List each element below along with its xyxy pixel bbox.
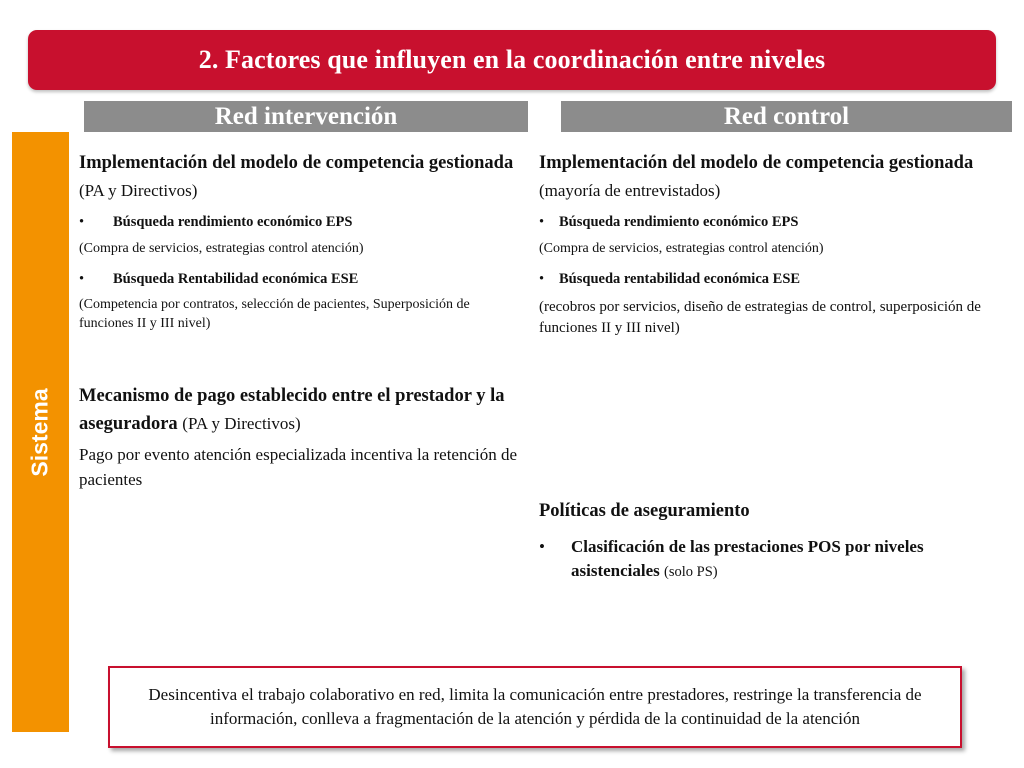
bullet-dot: • — [79, 214, 85, 230]
column-header-intervencion: Red intervención — [84, 101, 528, 132]
right-section2-source: (solo PS) — [664, 564, 718, 580]
left-bullet-2-text: Búsqueda Rentabilidad económica ESE — [113, 271, 359, 287]
right-bullet-1 — [539, 213, 999, 232]
right-section1-title: Implementación del modelo de competencia gestionada — [539, 153, 974, 173]
left-section2-text: Pago por evento atención especializada incentiva la retención de pacientes — [79, 445, 518, 489]
title-banner — [28, 30, 996, 90]
right-section2-heading: Políticas de aseguramiento — [539, 501, 750, 521]
left-column — [79, 150, 521, 492]
left-section1-source: (PA y Directivos) — [79, 181, 198, 200]
left-section2-title: Mecanismo de pago establecido entre el prestador y la aseguradora — [79, 386, 505, 434]
right-note-1: (Compra de servicios, estrategias control atención) — [539, 241, 824, 256]
right-section1-source: (mayoría de entrevistados) — [539, 181, 721, 200]
slide-title: 2. Factores que influyen en la coordinación entre niveles — [198, 45, 826, 74]
right-column — [539, 150, 999, 584]
left-section2-heading — [79, 383, 521, 438]
right-section2-bullet-text: Clasificación de las prestaciones POS por niveles asistenciales — [571, 537, 924, 580]
left-bullet-1-text: Búsqueda rendimiento económico EPS — [113, 214, 353, 230]
bullet-dot: • — [539, 214, 545, 230]
left-bullet-1 — [79, 213, 521, 232]
conclusion-box — [108, 666, 962, 748]
left-section1-heading — [79, 150, 521, 205]
side-label-wrap — [12, 132, 69, 732]
right-section1-heading — [539, 150, 999, 205]
bullet-dot: • — [539, 537, 545, 556]
column-header-control: Red control — [561, 101, 1012, 132]
bullet-dot: • — [539, 271, 545, 287]
left-note-1: (Compra de servicios, estrategias control atención) — [79, 241, 364, 256]
bullet-dot: • — [79, 271, 85, 287]
right-bullet-2 — [539, 270, 999, 289]
right-section2-bullet-body — [571, 535, 999, 584]
left-section1-title: Implementación del modelo de competencia gestionada — [79, 153, 514, 173]
right-bullet-2-text: Búsqueda rentabilidad económica ESE — [559, 271, 801, 287]
right-section2-bullet — [539, 535, 999, 584]
right-bullet-1-text: Búsqueda rendimiento económico EPS — [559, 214, 799, 230]
conclusion-text: Desincentiva el trabajo colaborativo en red, limita la comunicación entre prestadores, restringe la transferencia de información, conlleva a fragmentación de la atención y pérdida de la continuidad de la atención — [148, 685, 922, 728]
left-section2-source: (PA y Directivos) — [182, 414, 301, 433]
left-bullet-2 — [79, 270, 521, 289]
left-note-2: (Competencia por contratos, selección de pacientes, Superposición de funciones II y III nivel) — [79, 297, 470, 331]
right-note-2: (recobros por servicios, diseño de estrategias de control, superposición de funciones II y III nivel) — [539, 299, 981, 336]
side-label: Sistema — [27, 387, 53, 477]
